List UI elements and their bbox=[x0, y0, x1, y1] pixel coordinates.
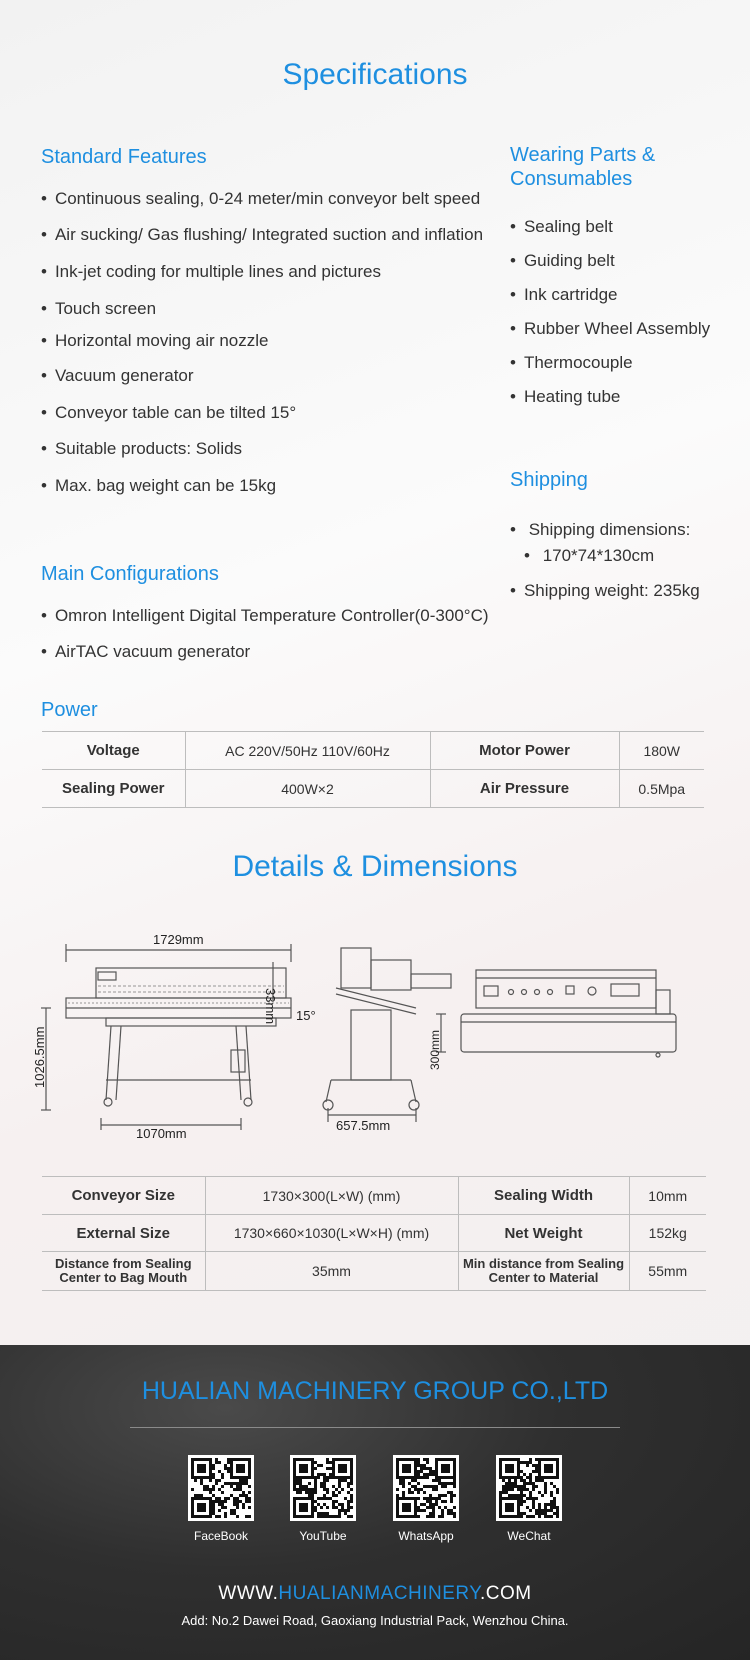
wearing-parts-heading-line2: Consumables bbox=[510, 168, 633, 190]
table-row bbox=[42, 732, 704, 770]
table-row bbox=[42, 1215, 706, 1252]
table-value: 1730×660×1030(L×W×H) (mm) bbox=[205, 1215, 458, 1252]
specifications-title: Specifications bbox=[282, 58, 468, 91]
list-item: • Guiding belt bbox=[510, 251, 615, 271]
facebook-qr-code-icon[interactable] bbox=[188, 1455, 254, 1521]
wechat-label: WeChat bbox=[507, 1529, 551, 1543]
list-item: • Suitable products: Solids bbox=[41, 439, 242, 459]
table-key-line: Min distance from Sealing bbox=[462, 1256, 625, 1271]
table-key: Sealing Width bbox=[458, 1177, 629, 1215]
power-table bbox=[42, 731, 704, 808]
list-item: • Touch screen bbox=[41, 299, 156, 319]
base-length-dimension: 1070mm bbox=[136, 1126, 187, 1141]
table-value: AC 220V/50Hz 110V/60Hz bbox=[185, 732, 430, 770]
footer bbox=[0, 1345, 750, 1660]
shipping-dimensions-value bbox=[524, 546, 654, 566]
footer-divider bbox=[130, 1427, 620, 1428]
tilt-dimension: 15° bbox=[296, 1008, 316, 1023]
table-key: Net Weight bbox=[458, 1215, 629, 1252]
list-item: • Max. bag weight can be 15kg bbox=[41, 476, 276, 496]
website-prefix: WWW. bbox=[218, 1583, 279, 1604]
list-item: • Ink-jet coding for multiple lines and pictures bbox=[41, 262, 381, 282]
table-value: 1730×300(L×W) (mm) bbox=[205, 1177, 458, 1215]
table-value: 152kg bbox=[629, 1215, 706, 1252]
table-row bbox=[42, 1177, 706, 1215]
list-item: • Omron Intelligent Digital Temperature Controller(0-300°C) bbox=[41, 606, 489, 626]
list-item: • Horizontal moving air nozzle bbox=[41, 331, 269, 351]
side-height-dimension: 33mm bbox=[263, 988, 278, 1025]
table-value: 10mm bbox=[629, 1177, 706, 1215]
machine-dimension-drawing bbox=[32, 930, 726, 1141]
list-item: • Sealing belt bbox=[510, 217, 613, 237]
length-dimension: 1729mm bbox=[153, 932, 204, 947]
table-value: 180W bbox=[619, 732, 704, 770]
table-key: Air Pressure bbox=[430, 770, 619, 808]
wearing-parts-heading bbox=[510, 143, 655, 191]
website-link[interactable] bbox=[0, 1583, 750, 1605]
list-item: • Continuous sealing, 0-24 meter/min conveyor belt speed bbox=[41, 189, 480, 209]
shipping-dimensions-text: 170*74*130cm bbox=[542, 546, 655, 565]
table-key: Motor Power bbox=[430, 732, 619, 770]
list-item bbox=[510, 520, 690, 540]
facebook-label: FaceBook bbox=[193, 1529, 249, 1543]
company-name: HUALIAN MACHINERY GROUP CO.,LTD bbox=[141, 1377, 609, 1405]
front-height-dimension: 300mm bbox=[428, 1029, 442, 1070]
list-item: • Air sucking/ Gas flushing/ Integrated suction and inflation bbox=[41, 225, 483, 245]
details-table bbox=[42, 1176, 706, 1291]
side-view-drawing bbox=[41, 944, 291, 1130]
table-key-line: Center to Material bbox=[488, 1270, 599, 1285]
table-key: External Size bbox=[42, 1215, 205, 1252]
height-dimension: 1026.5mm bbox=[32, 1026, 47, 1088]
list-item: • Shipping weight: 235kg bbox=[510, 581, 700, 601]
table-key bbox=[42, 1252, 205, 1291]
list-item: • Ink cartridge bbox=[510, 285, 618, 305]
website-domain: HUALIANMACHINERY bbox=[278, 1583, 480, 1604]
wechat-qr-code-icon[interactable] bbox=[496, 1455, 562, 1521]
table-key: Sealing Power bbox=[42, 770, 185, 808]
table-key-line: Center to Bag Mouth bbox=[59, 1270, 188, 1285]
list-item: • Conveyor table can be tilted 15° bbox=[41, 403, 296, 423]
table-key: Conveyor Size bbox=[42, 1177, 205, 1215]
youtube-qr-code-icon[interactable] bbox=[290, 1455, 356, 1521]
table-key bbox=[458, 1252, 629, 1291]
table-value: 35mm bbox=[205, 1252, 458, 1291]
shipping-heading: Shipping bbox=[510, 469, 588, 491]
list-item: • Vacuum generator bbox=[41, 366, 194, 386]
list-item: • Rubber Wheel Assembly bbox=[510, 319, 710, 339]
standard-features-heading: Standard Features bbox=[41, 146, 207, 168]
power-heading: Power bbox=[41, 699, 98, 721]
youtube-label: YouTube bbox=[299, 1529, 347, 1543]
website-suffix: .COM bbox=[480, 1583, 532, 1604]
table-value: 55mm bbox=[629, 1252, 706, 1291]
list-item: • Thermocouple bbox=[510, 353, 633, 373]
list-item: • AirTAC vacuum generator bbox=[41, 642, 250, 662]
whatsapp-qr-code-icon[interactable] bbox=[393, 1455, 459, 1521]
address: Add: No.2 Dawei Road, Gaoxiang Industrial Pack, Wenzhou China. bbox=[181, 1613, 569, 1628]
table-key: Voltage bbox=[42, 732, 185, 770]
table-row bbox=[42, 1252, 706, 1291]
table-value: 0.5Mpa bbox=[619, 770, 704, 808]
front-view-drawing bbox=[436, 970, 676, 1057]
base-width-dimension: 657.5mm bbox=[336, 1118, 391, 1133]
list-item: • Heating tube bbox=[510, 387, 620, 407]
table-value: 400W×2 bbox=[185, 770, 430, 808]
details-title: Details & Dimensions bbox=[232, 850, 518, 883]
shipping-dimensions-label: Shipping dimensions: bbox=[528, 520, 691, 539]
table-key-line: Distance from Sealing bbox=[54, 1256, 192, 1271]
table-row bbox=[42, 770, 704, 808]
wearing-parts-heading-line1: Wearing Parts & bbox=[510, 144, 656, 166]
whatsapp-label: WhatsApp bbox=[398, 1529, 454, 1543]
main-configurations-heading: Main Configurations bbox=[41, 563, 219, 585]
